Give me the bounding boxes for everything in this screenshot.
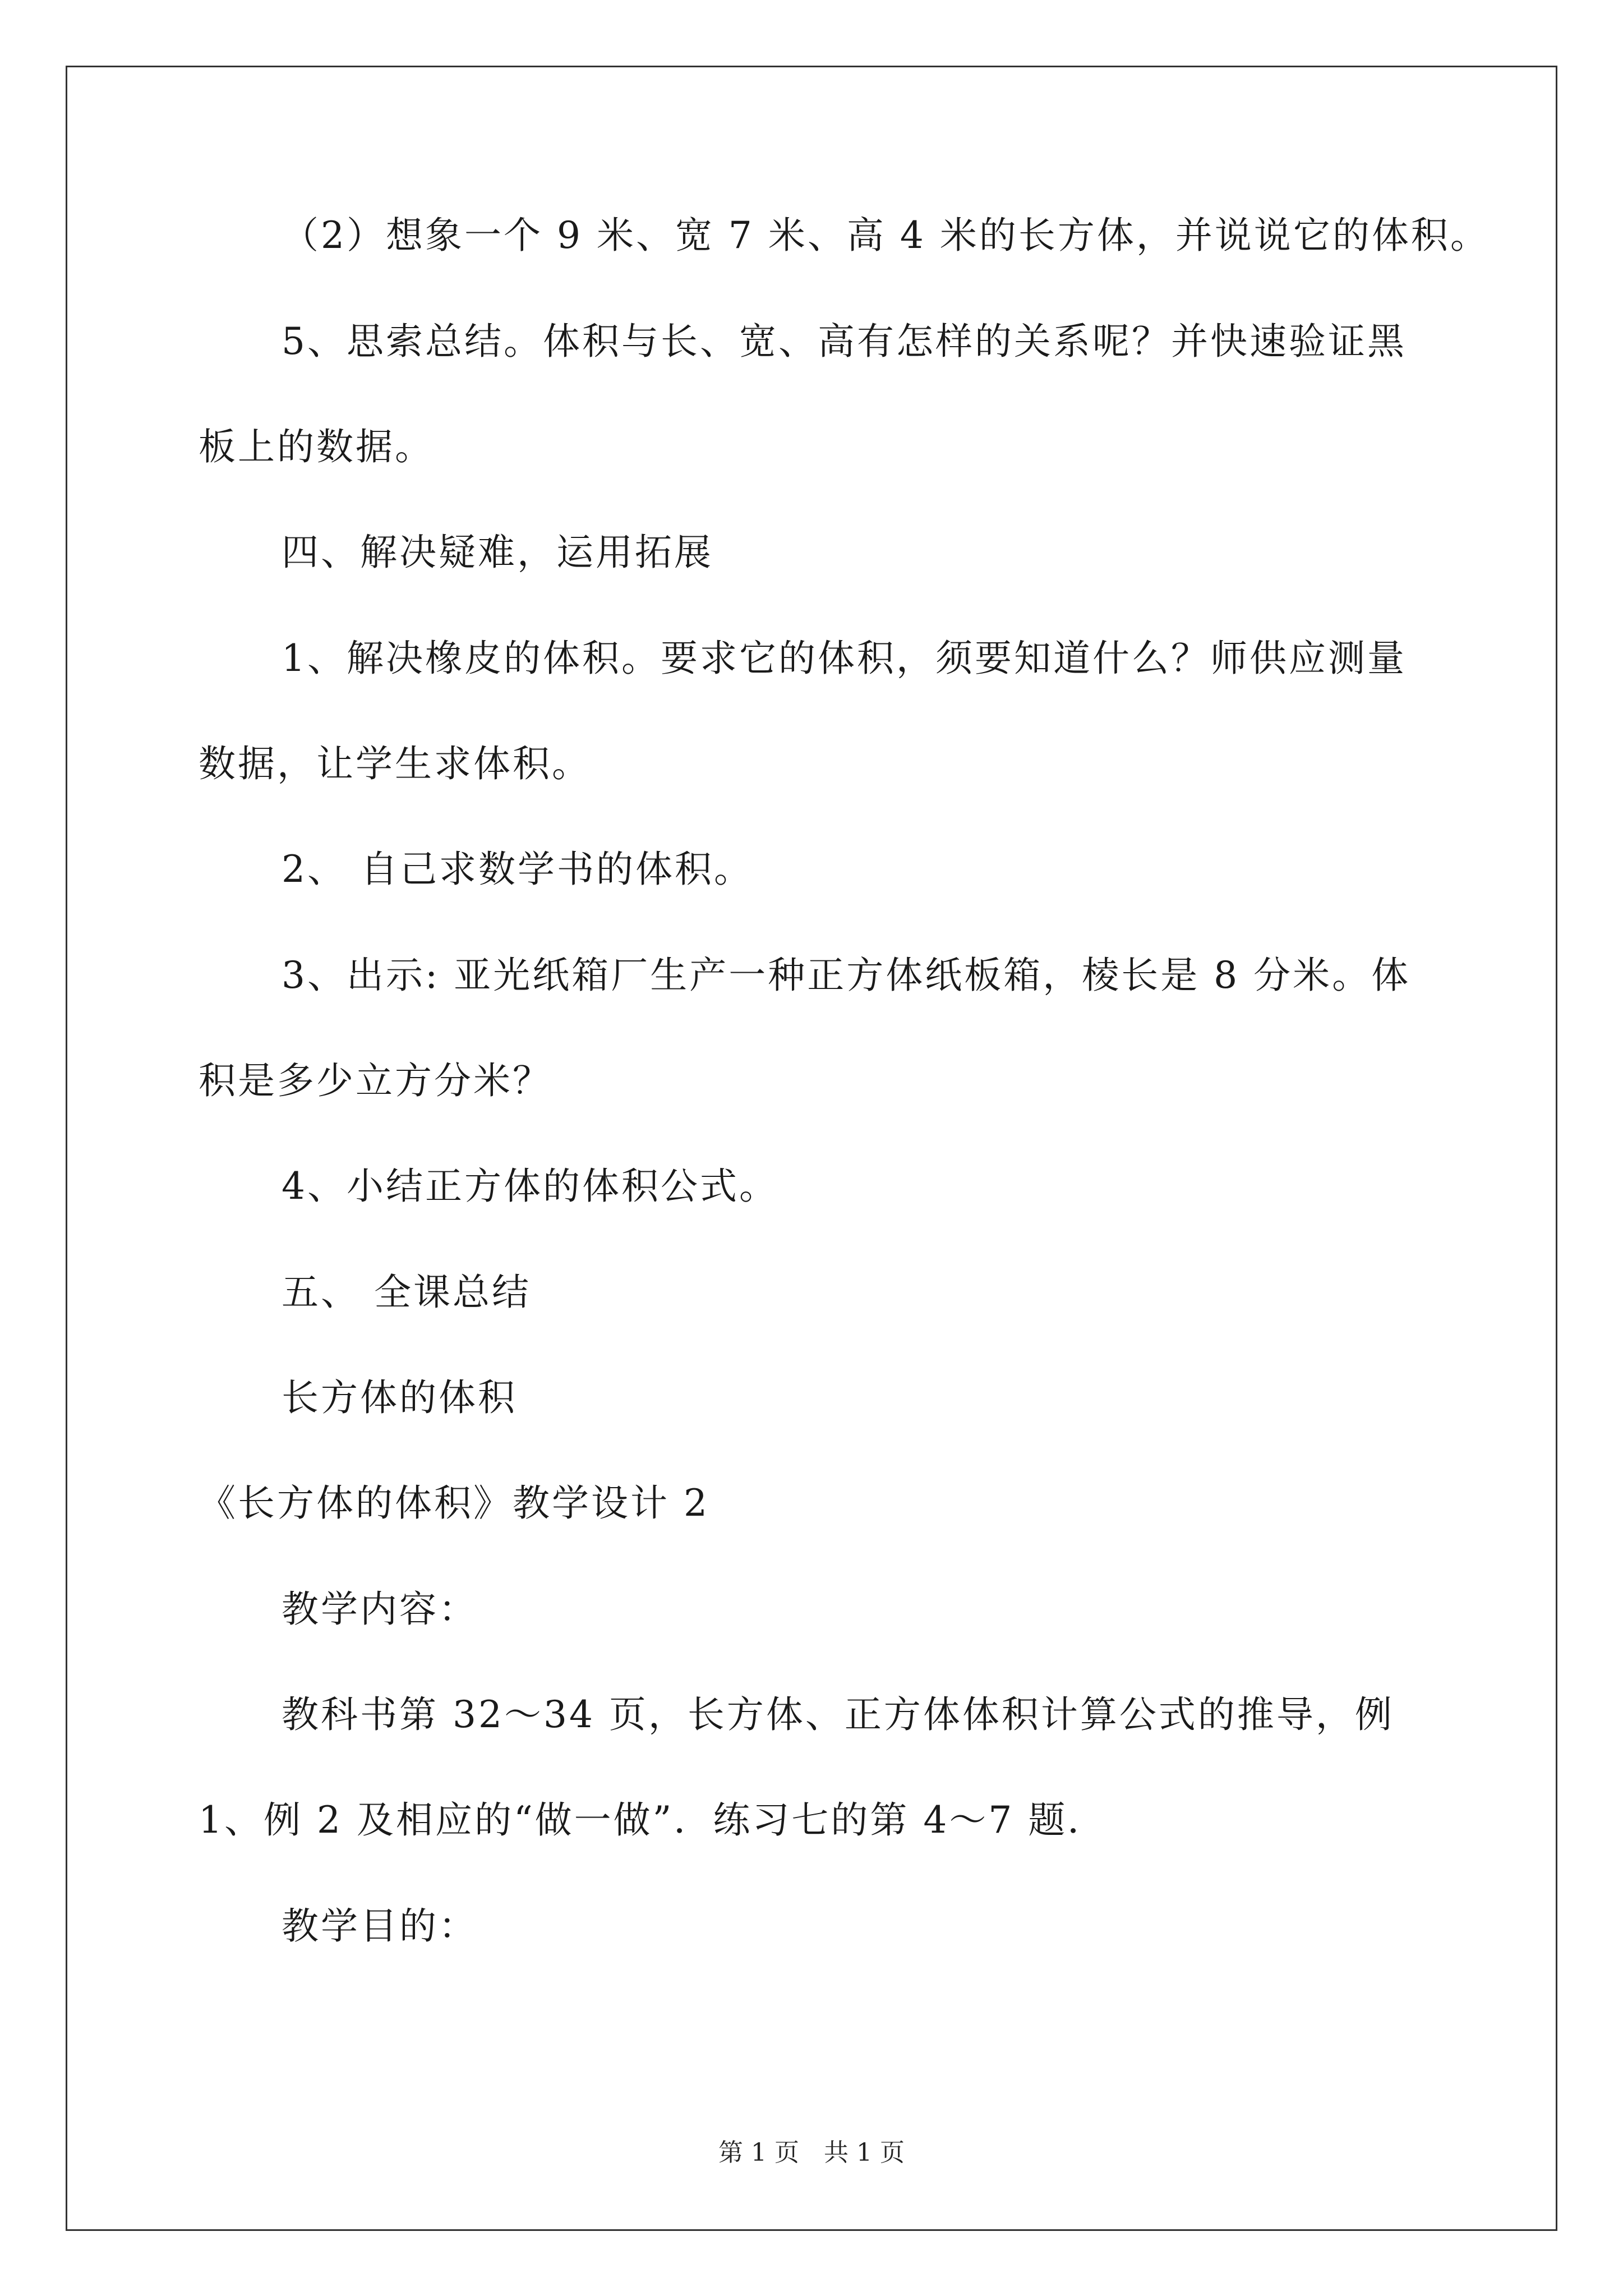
section-heading: 四、解决疑难，运用拓展 xyxy=(282,531,713,574)
section-heading: 五、 全课总结 xyxy=(282,1271,531,1314)
text-line: 数据，让学生求体积。 xyxy=(199,742,591,785)
text-line: 1、例 2 及相应的“做一做”．练习七的第 4～7 题． xyxy=(199,1798,1107,1842)
text-line: （2）想象一个 9 米、宽 7 米、高 4 米的长方体，并说说它的体积。 xyxy=(282,214,1490,257)
text-line: 教科书第 32～34 页，长方体、正方体体积计算公式的推导，例 xyxy=(282,1693,1394,1736)
text-line: 1、解决橡皮的体积。要求它的体积，须要知道什么？师供应测量 xyxy=(282,637,1407,680)
text-line: 4、小结正方体的体积公式。 xyxy=(282,1165,778,1208)
document-title: 《长方体的体积》教学设计 2 xyxy=(199,1481,709,1525)
text-line: 3、出示: 亚光纸箱厂生产一种正方体纸板箱，棱长是 8 分米。体 xyxy=(282,954,1411,997)
text-line: 积是多少立方分米？ xyxy=(199,1059,552,1102)
section-heading: 教学内容： xyxy=(282,1588,478,1631)
text-line: 板上的数据。 xyxy=(199,425,434,468)
text-line: 2、 自己求数学书的体积。 xyxy=(282,848,753,891)
text-line: 长方体的体积 xyxy=(282,1376,517,1419)
page-footer: 第 1 页 共 1 页 xyxy=(718,2138,905,2167)
text-line: 5、思索总结。体积与长、宽、高有怎样的关系呢？并快速验证黑 xyxy=(282,320,1407,363)
section-heading: 教学目的： xyxy=(282,1904,478,1948)
